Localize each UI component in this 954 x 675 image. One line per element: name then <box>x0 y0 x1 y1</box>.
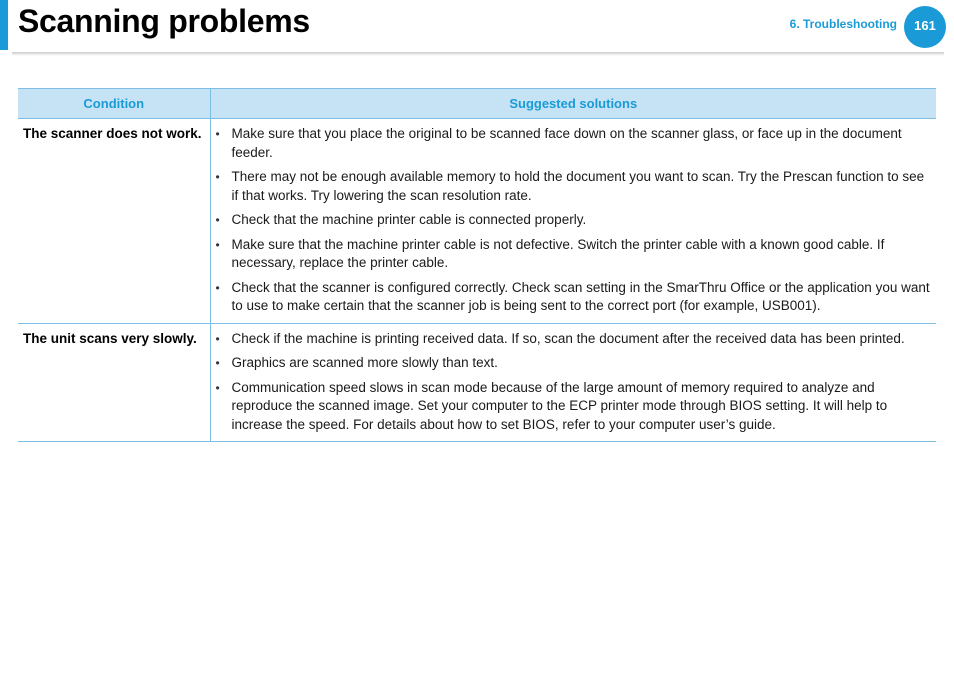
header-divider <box>12 52 944 56</box>
solution-item <box>213 330 933 349</box>
column-header-condition: Condition <box>18 89 210 119</box>
table-header-row <box>18 89 936 119</box>
solution-text: Check that the scanner is configured correctly. Check scan setting in the SmarThru Office or the application you want to use to make certain that the scanner job is being sent to the correct port (for example, USB001). <box>231 279 930 313</box>
condition-cell: The scanner does not work. <box>18 119 210 324</box>
troubleshooting-table <box>18 88 936 442</box>
table-row <box>18 119 936 324</box>
solutions-cell <box>210 119 936 324</box>
bullet-icon: • <box>215 127 220 141</box>
chapter-label: 6. Troubleshooting <box>789 17 897 31</box>
bullet-icon: • <box>215 280 220 295</box>
solution-item <box>213 379 933 435</box>
bullet-icon: • <box>215 331 220 346</box>
solution-item <box>213 168 933 205</box>
table-row <box>18 323 936 442</box>
solution-text: There may not be enough available memory to hold the document you want to scan. Try the Prescan function to see if that works. Try lowering the scan resolution rate. <box>231 169 925 203</box>
solutions-cell <box>210 323 936 442</box>
solution-text: Check if the machine is printing received data. If so, scan the document after the received data has been printed. <box>231 330 905 346</box>
solution-item <box>213 125 933 162</box>
solutions-list <box>213 125 933 316</box>
solution-text: Graphics are scanned more slowly than text. <box>231 355 498 370</box>
solutions-list <box>213 330 933 435</box>
solution-text: Make sure that you place the original to be scanned face down on the scanner glass, or face up in the document feeder. <box>231 126 902 160</box>
solution-item <box>213 236 933 273</box>
solution-text: Make sure that the machine printer cable is not defective. Switch the printer cable with a known good cable. If necessary, replace the printer cable. <box>231 236 885 270</box>
bullet-icon: • <box>215 213 220 227</box>
solution-text: Check that the machine printer cable is connected properly. <box>231 212 587 227</box>
solution-text: Communication speed slows in scan mode because of the large amount of memory required to analyze and reproduce the scanned image. Set your computer to the ECP printer mode through BIOS setting. It will help to increase the speed. For details about how to set BIOS, refer to your computer user’s guide. <box>231 379 888 432</box>
column-header-solutions: Suggested solutions <box>210 89 936 119</box>
solution-item <box>213 279 933 316</box>
bullet-icon: • <box>215 356 220 370</box>
page-number-badge: 161 <box>904 6 946 48</box>
title-accent-bar <box>0 0 8 50</box>
condition-cell: The unit scans very slowly. <box>18 323 210 442</box>
bullet-icon: • <box>215 170 220 184</box>
solution-item <box>213 354 933 373</box>
page-title: Scanning problems <box>18 3 310 39</box>
solution-item <box>213 211 933 230</box>
bullet-icon: • <box>215 237 220 252</box>
bullet-icon: • <box>215 380 220 395</box>
